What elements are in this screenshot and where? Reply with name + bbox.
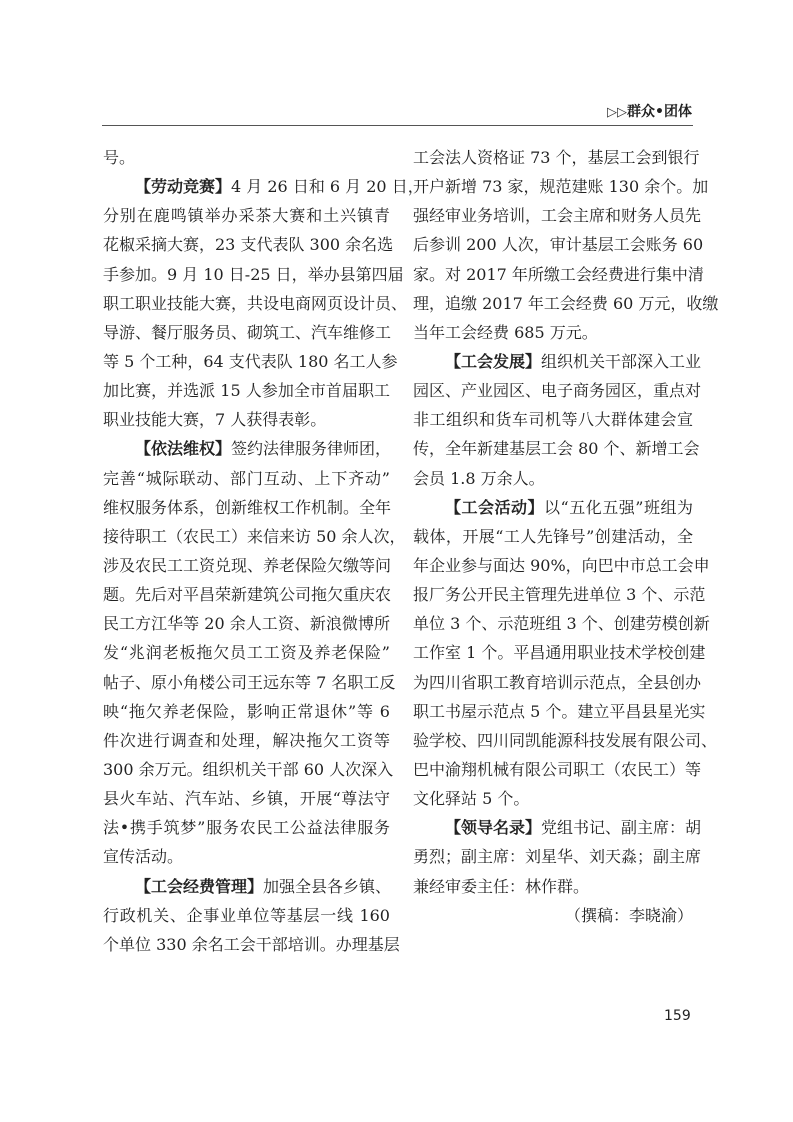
line-text: 签约法律服务律师团， [231,439,392,459]
line-text: 家。对 2017 年所缴工会经费进行集中清 [413,264,704,284]
text-line [103,230,394,259]
text-line [103,318,390,347]
line-text: 勇烈；副主席：刘星华、刘天淼；副主席 [413,847,702,867]
double-triangle-icon: ▷▷ [607,105,628,120]
line-text: 个单位 330 余名工会干部培训。办理基层 [103,934,400,954]
line-text: 后参训 200 人次，审计基层工会账务 60 [413,235,704,255]
text-line [103,842,390,871]
text-line [103,726,390,755]
text-line [413,405,693,434]
line-text: 以“五化五强”班组为 [544,497,693,517]
line-text: 文化驿站 5 个。 [413,789,530,809]
text-line [413,755,702,784]
text-line [103,697,390,726]
text-line [103,872,390,901]
text-line [103,638,390,667]
line-text: 300 余万元。组织机关干部 60 人次深入 [103,759,394,779]
line-text: 为四川省职工教育培训示范点，全县创办 [413,672,702,692]
line-text: 当年工会经费 685 万元。 [413,322,598,342]
text-line [413,784,693,813]
text-line [413,551,710,580]
section-title: 群众•团体 [627,104,692,120]
line-text: 维权服务体系，创新维权工作机制。全年 [103,497,392,517]
text-line [413,434,700,463]
text-line [413,289,719,318]
section-heading: 【领导名录】 [445,818,542,838]
line-text: 宣传活动。 [103,847,184,867]
line-text: 花椒采摘大赛，23 支代表队 300 余名选 [103,235,394,255]
line-text: 县火车站、汽车站、乡镇，开展“尊法守 [103,789,390,809]
text-line [413,697,706,726]
section-heading: 【工会活动】 [445,497,545,517]
section-heading: 【劳动竞赛】 [135,177,232,197]
text-line [413,464,693,493]
line-text: 工作室 1 个。平昌通用职业技术学校创建 [413,643,706,663]
text-line [413,580,706,609]
line-text: 职业技能大赛，7 人获得表彰。 [103,410,327,430]
line-text: 年企业参与面达 90%，向巴中市总工会申 [413,555,710,575]
section-heading: 【工会发展】 [445,351,542,371]
text-line [103,551,390,580]
line-text: 帖子、原小角楼公司王远东等 7 名职工反 [103,672,396,692]
text-line [413,609,710,638]
text-line [413,260,704,289]
text-line [103,580,390,609]
line-text: 职工书屋示范点 5 个。建立平昌县星光实 [413,701,706,721]
line-text: 职工职业技能大赛，共设电商网页设计员、 [103,293,408,313]
text-line [413,318,693,347]
text-line [413,201,702,230]
text-line [103,522,406,551]
line-text: 件次进行调查和处理，解决拖欠工资等 [103,730,390,750]
byline: （撰稿：李晓渝） [564,905,693,925]
header-rule [102,125,693,126]
text-line [413,143,700,172]
text-line [413,230,704,259]
text-line [413,842,702,871]
line-text: 园区、产业园区、电子商务园区，重点对 [413,381,702,401]
text-line [103,813,390,842]
text-line [103,143,390,172]
line-text: 加强全县各乡镇、 [263,876,392,896]
section-heading: 【依法维权】 [135,439,232,459]
line-text: 法•携手筑梦”服务农民工公益法律服务 [103,818,390,838]
line-text: 行政机关、企事业单位等基层一线 160 [103,905,390,925]
line-text: 非工组织和货车司机等八大群体建会宣 [413,410,693,430]
text-line [103,609,390,638]
line-text: 兼经审委主任：林作群。 [413,876,590,896]
text-line [413,347,702,376]
text-line [103,260,404,289]
text-line [103,405,390,434]
text-line [103,289,408,318]
text-line [103,930,400,959]
line-text: 验学校、四川同凯能源科技发展有限公司、 [413,730,718,750]
line-text: 理，追缴 2017 年工会经费 60 万元，收缴 [413,293,719,313]
section-heading: 【工会经费管理】 [135,876,264,896]
text-line [413,872,693,901]
text-line [103,901,390,930]
text-line [103,784,390,813]
line-text: 手参加。9 月 10 日-25 日，举办县第四届 [103,264,404,284]
line-text: 民工方江华等 20 余人工资、新浪微博所 [103,614,390,634]
text-line [103,172,424,201]
line-text: 4 月 26 日和 6 月 20 日， [231,177,424,197]
line-text: 党组书记、副主席：胡 [541,818,702,838]
text-line [103,201,390,230]
text-line [413,493,693,522]
right-column [413,143,719,930]
line-text: 工会法人资格证 73 个，基层工会到银行 [413,148,700,167]
line-text: 涉及农民工工资兑现、养老保险欠缴等问 [103,555,392,575]
text-line [103,434,390,463]
text-line [103,464,390,493]
line-text: 开户新增 73 家，规范建账 130 余个。加 [413,177,709,197]
text-line [103,493,390,522]
line-text: 号。 [103,148,136,167]
line-text: 报厂务公开民主管理先进单位 3 个、示范 [413,585,706,605]
text-line [413,172,709,201]
line-text: 完善“城际联动、部门互动、上下齐动” [103,468,390,488]
text-line [413,813,702,842]
line-text: 强经审业务培训，工会主席和财务人员先 [413,206,702,226]
line-text: 分别在鹿鸣镇举办采茶大赛和土兴镇青 [103,206,390,226]
line-text: 等 5 个工种，64 支代表队 180 名工人参 [103,351,398,371]
text-line [413,668,702,697]
line-text: 单位 3 个、示范班组 3 个、创建劳模创新 [413,614,710,634]
running-header [607,101,692,121]
text-line [103,755,394,784]
line-text: 发“兆润老板拖欠员工工资及养老保险” [103,643,390,663]
text-line [413,726,718,755]
text-line [413,376,702,405]
line-text: 接待职工（农民工）来信来访 50 余人次， [103,526,406,546]
line-text: 映“拖欠养老保险，影响正常退休”等 6 [103,701,390,721]
line-text: 题。先后对平昌荣新建筑公司拖欠重庆农 [103,585,392,605]
line-text: 会员 1.8 万余人。 [413,468,545,488]
line-text: 载体，开展“工人先锋号”创建活动，全 [413,526,693,546]
text-line [103,376,390,405]
line-text: 加比赛，并选派 15 人参加全市首届职工 [103,381,390,401]
text-line [103,347,398,376]
line-text: 巴中渝翔机械有限公司职工（农民工）等 [413,759,702,779]
line-text: 组织机关干部深入工业 [541,351,702,371]
line-text: 传，全年新建基层工会 80 个、新增工会 [413,439,700,459]
text-line [103,668,396,697]
page-number: 159 [664,1008,691,1024]
text-line [413,522,693,551]
left-column [103,143,424,959]
line-text: 导游、餐厅服务员、砌筑工、汽车维修工 [103,322,392,342]
text-line [413,638,706,667]
